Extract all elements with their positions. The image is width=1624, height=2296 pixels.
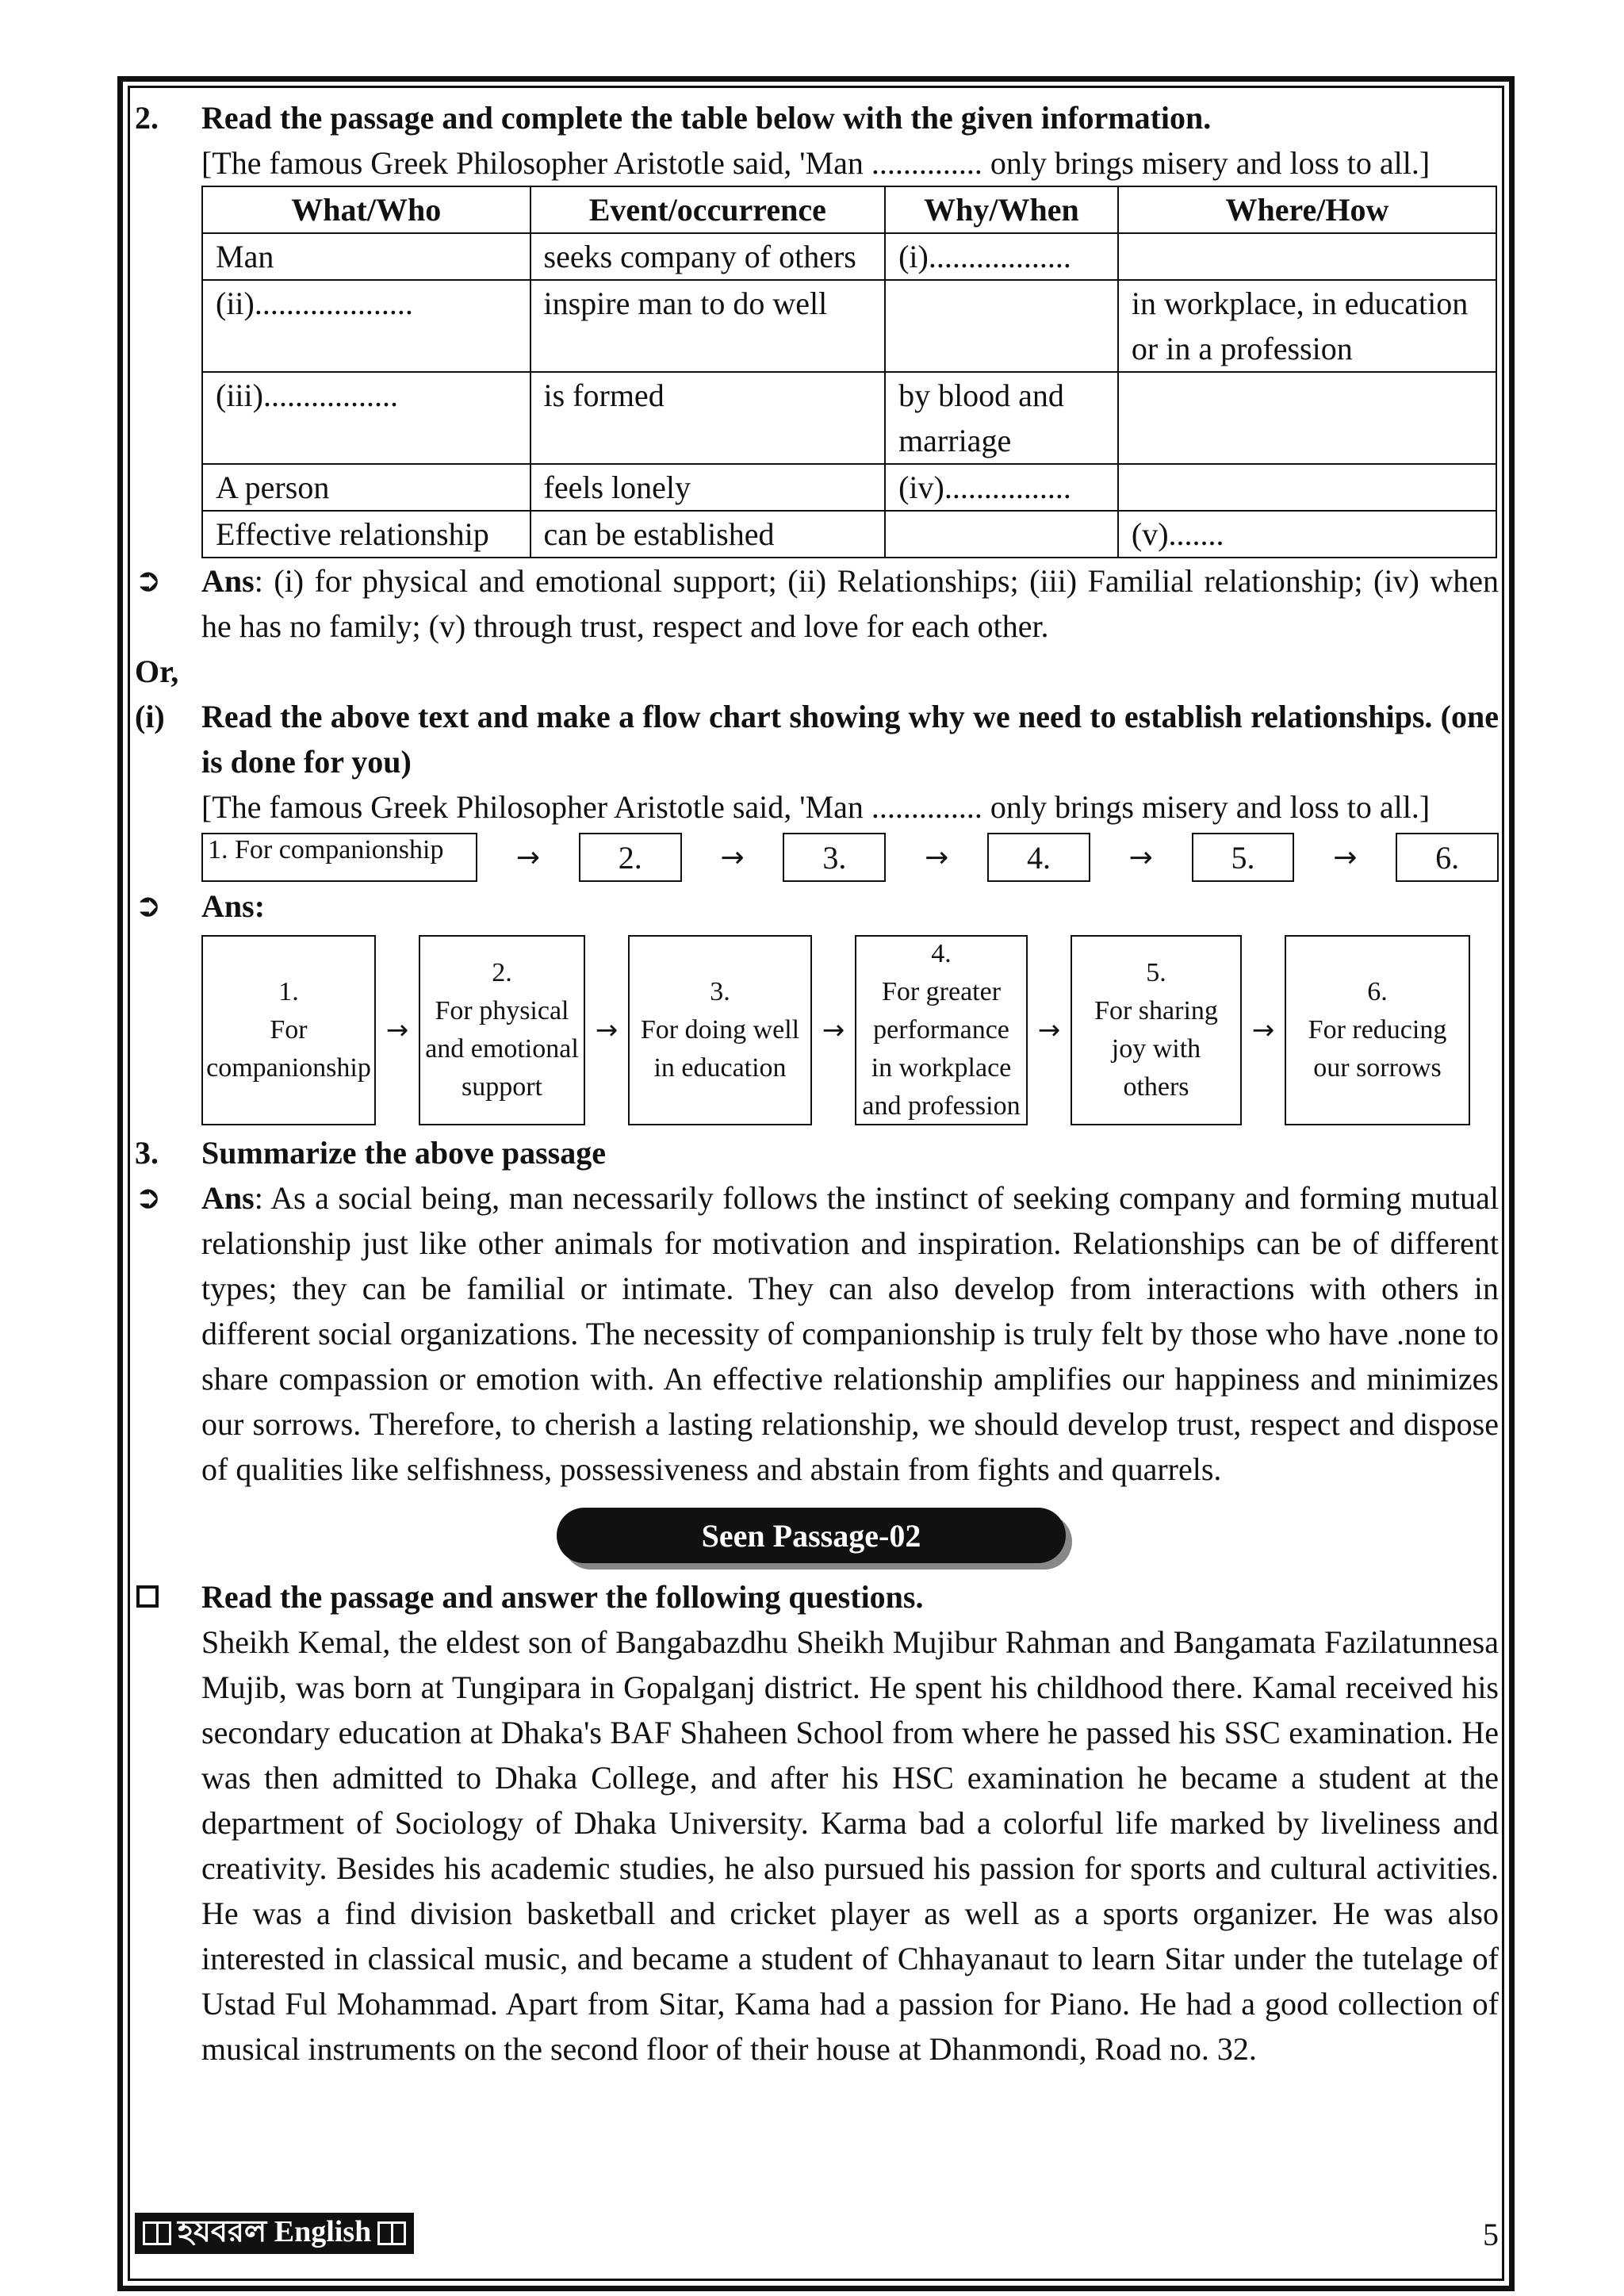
passage-text: Sheikh Kemal, the eldest son of Bangabazdhu Sheikh Mujibur Rahman and Bangamata Fazilatunnesa Mujib, was born at Tungipara in Gopalganj district. He spent his childhood there. Kamal received his secondary education at Dhaka's BAF Shaheen School from where he passed his SSC examination. He was then admitted to Dhaka College, and after his HSC examination he became a student at the department of Sociology of Dhaka University. Karma bad a colorful life marked by liveliness and creativity. Besides his academic studies, he also pursued his passion for sports and cultural activities. He was a find division basketball and cricket player as well as a sports organizer. He was also interested in classical music, and became a student of Chhayanaut to learn Sitar under the tutelage of Ustad Ful Mohammad. Apart from Sitar, Kama had a passion for Piano. He had a good collection of musical instruments on the second floor of their house at Dhanmondi, Road no. 32. [201, 1624, 1499, 2067]
table-cell: feels lonely [530, 464, 886, 511]
or-label: Or, [135, 654, 179, 689]
flow-box: 5. [1192, 833, 1295, 882]
section-title: Seen Passage-02 [557, 1508, 1066, 1563]
arrow-right-icon: → [1037, 1014, 1061, 1046]
table-header: What/Who [202, 186, 530, 233]
question-number: (i) [135, 699, 165, 734]
table-cell [1118, 464, 1496, 511]
arrow-right-icon: → [1251, 1014, 1275, 1046]
arrow-right-icon: → [515, 841, 541, 874]
flow-box: 3. [783, 833, 886, 882]
flow-box: 5. For sharing joy with others [1071, 935, 1242, 1125]
answer-arrow-icon: ➲ [135, 562, 162, 599]
table-cell [1118, 372, 1496, 464]
table-cell: by blood and marriage [885, 372, 1118, 464]
answer-label: Ans [201, 1180, 255, 1216]
table-cell: (iii)................. [202, 372, 530, 464]
passage-reference: [The famous Greek Philosopher Aristotle said, 'Man .............. only brings misery and loss to all.] [201, 789, 1431, 825]
table-cell [885, 511, 1118, 558]
arrow-right-icon: → [720, 841, 745, 874]
checkbox-icon [135, 1574, 201, 1619]
table-cell: (i).................. [885, 233, 1118, 280]
arrow-right-icon: → [925, 841, 949, 874]
brand-logo [135, 2213, 414, 2254]
answer-arrow-icon: ➲ [135, 1179, 162, 1216]
table-cell: seeks company of others [530, 233, 886, 280]
page-number: 5 [1483, 2217, 1499, 2252]
answer-body: : (i) for physical and emotional support; (ii) Relationships; (iii) Familial relationship; (iv) when he has no family; (v) through trust, respect and love for each other. [201, 563, 1499, 644]
passage-2 [135, 1574, 1499, 1619]
arrow-right-icon: → [1128, 841, 1153, 874]
section-title-banner [135, 1506, 1499, 1573]
table-row [202, 372, 1496, 464]
table-header-row [202, 186, 1496, 233]
question-2 [135, 95, 1499, 140]
answer-text [201, 558, 1499, 649]
flow-chart-answer [201, 933, 1499, 1127]
question-3 [135, 1130, 1499, 1175]
table-cell: is formed [530, 372, 886, 464]
question-number: 3. [135, 1135, 159, 1171]
page-footer [135, 2213, 1499, 2257]
question-number: 2. [135, 100, 159, 136]
answer-text [201, 1175, 1499, 1492]
table-cell: can be established [530, 511, 886, 558]
answer-label: Ans: [201, 888, 266, 924]
table-row [202, 280, 1496, 372]
table-cell: (ii).................... [202, 280, 530, 372]
info-table [201, 186, 1497, 558]
question-instruction: Read the above text and make a flow chart showing why we need to establish relationships. (one is done for you) [201, 699, 1499, 780]
answer-body: : As a social being, man necessarily follows the instinct of seeking company and forming mutual relationship just like other animals for motivation and inspiration. Relationships can be of different types; they can be familial or intimate. They can also develop from interactions with others in different social organizations. The necessity of companionship is truly felt by those who have .none to share compassion or emotion with. An effective relationship amplifies our happiness and minimizes our sorrows. Therefore, to cherish a lasting relationship, we should develop trust, respect and dispose of qualities like selfishness, possessiveness and abstain from fights and quarrels. [201, 1180, 1499, 1487]
table-row [202, 464, 1496, 511]
page-content [135, 95, 1499, 2072]
book-icon [143, 2221, 171, 2245]
question-i [135, 694, 1499, 784]
table-cell: A person [202, 464, 530, 511]
table-header: Where/How [1118, 186, 1496, 233]
arrow-right-icon: → [822, 1014, 845, 1046]
answer-q3 [135, 1175, 1499, 1492]
table-cell: (iv)................ [885, 464, 1118, 511]
table-row [202, 511, 1496, 558]
answer-qi-label [135, 884, 1499, 929]
table-header: Event/occurrence [530, 186, 886, 233]
table-cell: Man [202, 233, 530, 280]
flow-chart-question [201, 831, 1499, 884]
table-cell [885, 280, 1118, 372]
table-cell: inspire man to do well [530, 280, 886, 372]
flow-box: 6. For reducing our sorrows [1285, 935, 1470, 1125]
flow-box: 2. For physical and emotional support [419, 935, 585, 1125]
flow-box: 3. For doing well in education [628, 935, 812, 1125]
table-cell: (v)....... [1118, 511, 1496, 558]
arrow-right-icon: → [595, 1014, 619, 1046]
table-header: Why/When [885, 186, 1118, 233]
flow-box: 1. For companionship [201, 833, 477, 882]
passage-reference: [The famous Greek Philosopher Aristotle said, 'Man .............. only brings misery and loss to all.] [201, 145, 1431, 181]
question-instruction: Summarize the above passage [201, 1135, 606, 1171]
flow-box: 1. For companionship [201, 935, 376, 1125]
table-cell: Effective relationship [202, 511, 530, 558]
flow-box: 2. [579, 833, 682, 882]
question-instruction: Read the passage and complete the table below with the given information. [201, 100, 1212, 136]
flow-box: 4. [987, 833, 1090, 882]
table-cell [1118, 233, 1496, 280]
answer-label: Ans [201, 563, 255, 599]
brand-name: হযবরল English [178, 2215, 372, 2248]
flow-box: 6. [1396, 833, 1499, 882]
question-instruction: Read the passage and answer the following questions. [201, 1579, 924, 1615]
arrow-right-icon: → [1333, 841, 1358, 874]
flow-box: 4. For greater performance in workplace and profession [855, 935, 1028, 1125]
answer-q2 [135, 558, 1499, 649]
table-row [202, 233, 1496, 280]
answer-arrow-icon: ➲ [135, 887, 162, 924]
table-cell: in workplace, in education or in a profession [1118, 280, 1496, 372]
arrow-right-icon: → [385, 1014, 409, 1046]
book-icon [377, 2221, 406, 2245]
